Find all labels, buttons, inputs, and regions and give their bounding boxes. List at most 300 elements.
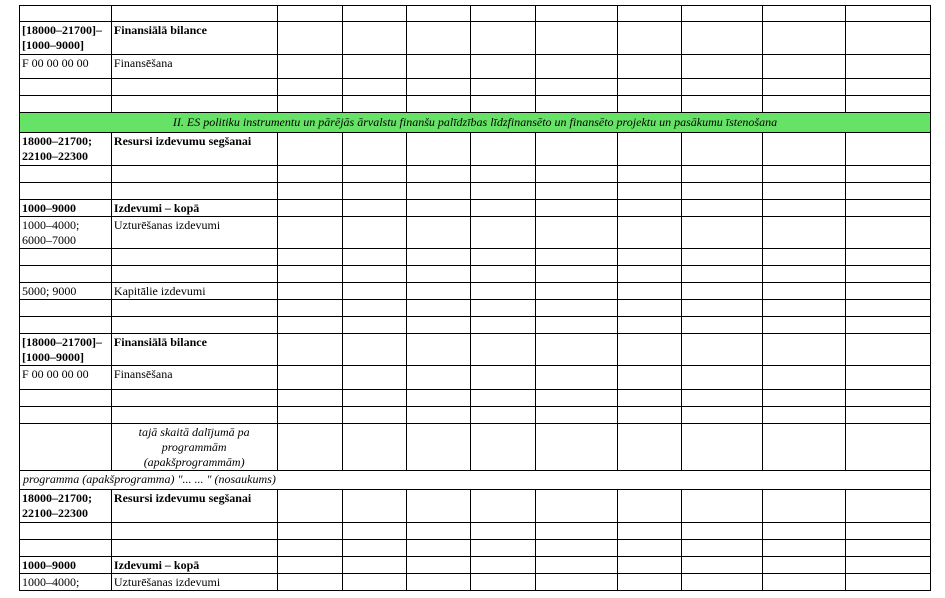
table-row (20, 300, 931, 317)
value-cell (618, 490, 681, 523)
value-cell (846, 407, 931, 424)
code-cell (20, 407, 112, 424)
value-cell (618, 183, 681, 200)
value-cell (618, 574, 681, 591)
value-cell (471, 523, 535, 540)
value-cell (471, 200, 535, 217)
value-cell (618, 523, 681, 540)
value-cell (846, 133, 931, 166)
value-cell (535, 79, 618, 96)
name-cell (111, 183, 277, 200)
value-cell (846, 183, 931, 200)
code-cell (20, 249, 112, 266)
value-cell (846, 6, 931, 22)
program-note-row (20, 471, 931, 490)
value-cell (342, 22, 406, 55)
name-cell (111, 79, 277, 96)
value-cell (763, 283, 846, 300)
value-cell (535, 490, 618, 523)
value-cell (342, 407, 406, 424)
name-cell: tajā skaitā dalījumā pa programmām (apakšprogrammām) (111, 424, 277, 471)
value-cell (846, 300, 931, 317)
value-cell (471, 574, 535, 591)
value-cell (618, 557, 681, 574)
code-cell: 5000; 9000 (20, 283, 112, 300)
value-cell (681, 6, 763, 22)
name-cell (111, 317, 277, 334)
value-cell (407, 166, 471, 183)
value-cell (407, 217, 471, 249)
value-cell (763, 6, 846, 22)
value-cell (278, 217, 342, 249)
value-cell (278, 55, 342, 79)
value-cell (342, 300, 406, 317)
table-row (20, 96, 931, 113)
value-cell (471, 249, 535, 266)
value-cell (535, 133, 618, 166)
value-cell (681, 366, 763, 390)
value-cell (618, 334, 681, 366)
code-cell: 18000–21700; 22100–22300 (20, 133, 112, 166)
value-cell (618, 79, 681, 96)
code-cell (20, 6, 112, 22)
name-cell: Uzturēšanas izdevumi (111, 574, 277, 591)
value-cell (846, 390, 931, 407)
value-cell (342, 133, 406, 166)
name-cell: Kapitālie izdevumi (111, 283, 277, 300)
name-cell (111, 249, 277, 266)
value-cell (681, 407, 763, 424)
name-cell: Uzturēšanas izdevumi (111, 217, 277, 249)
value-cell (535, 334, 618, 366)
value-cell (681, 22, 763, 55)
table-row (20, 390, 931, 407)
code-cell (20, 96, 112, 113)
value-cell (342, 334, 406, 366)
value-cell (342, 249, 406, 266)
value-cell (278, 133, 342, 166)
name-cell (111, 6, 277, 22)
value-cell (535, 6, 618, 22)
value-cell (763, 217, 846, 249)
value-cell (278, 407, 342, 424)
value-cell (681, 334, 763, 366)
value-cell (763, 249, 846, 266)
code-cell: F 00 00 00 00 (20, 366, 112, 390)
value-cell (407, 390, 471, 407)
value-cell (342, 557, 406, 574)
value-cell (681, 133, 763, 166)
table-row (20, 490, 931, 523)
value-cell (846, 424, 931, 471)
value-cell (846, 557, 931, 574)
value-cell (407, 133, 471, 166)
value-cell (535, 574, 618, 591)
value-cell (471, 300, 535, 317)
value-cell (278, 283, 342, 300)
section-title: II. ES politiku instrumentu un pārējās ārvalstu finanšu palīdzības līdzfinansēto un finansēto projektu un pasākumu īstenošana (20, 113, 931, 133)
value-cell (763, 183, 846, 200)
value-cell (342, 366, 406, 390)
value-cell (471, 390, 535, 407)
program-note: programma (apakšprogramma) "... ... " (nosaukums) (20, 471, 931, 490)
code-cell: 1000–9000 (20, 557, 112, 574)
code-cell (20, 390, 112, 407)
code-cell: 1000–4000; 6000–7000 (20, 217, 112, 249)
value-cell (681, 200, 763, 217)
value-cell (471, 557, 535, 574)
value-cell (471, 96, 535, 113)
code-cell (20, 166, 112, 183)
value-cell (535, 183, 618, 200)
value-cell (278, 300, 342, 317)
value-cell (342, 166, 406, 183)
value-cell (342, 79, 406, 96)
value-cell (342, 523, 406, 540)
table-row (20, 283, 931, 300)
value-cell (681, 523, 763, 540)
budget-table (19, 5, 931, 591)
value-cell (846, 166, 931, 183)
name-cell (111, 390, 277, 407)
value-cell (471, 183, 535, 200)
value-cell (763, 390, 846, 407)
value-cell (535, 200, 618, 217)
value-cell (278, 540, 342, 557)
value-cell (618, 540, 681, 557)
value-cell (763, 96, 846, 113)
value-cell (342, 6, 406, 22)
value-cell (471, 22, 535, 55)
table-row (20, 540, 931, 557)
value-cell (535, 407, 618, 424)
value-cell (846, 55, 931, 79)
value-cell (407, 6, 471, 22)
value-cell (278, 166, 342, 183)
value-cell (471, 366, 535, 390)
value-cell (407, 96, 471, 113)
name-cell (111, 540, 277, 557)
value-cell (278, 200, 342, 217)
value-cell (618, 266, 681, 283)
code-cell (20, 266, 112, 283)
value-cell (681, 166, 763, 183)
value-cell (278, 424, 342, 471)
name-cell: Finansēšana (111, 55, 277, 79)
value-cell (407, 557, 471, 574)
value-cell (681, 217, 763, 249)
value-cell (618, 407, 681, 424)
value-cell (278, 523, 342, 540)
value-cell (846, 490, 931, 523)
value-cell (342, 183, 406, 200)
value-cell (535, 22, 618, 55)
value-cell (763, 574, 846, 591)
value-cell (535, 166, 618, 183)
value-cell (846, 96, 931, 113)
value-cell (471, 79, 535, 96)
code-cell (20, 540, 112, 557)
name-cell (111, 407, 277, 424)
value-cell (763, 317, 846, 334)
value-cell (618, 317, 681, 334)
value-cell (407, 183, 471, 200)
code-cell: 1000–9000 (20, 200, 112, 217)
value-cell (763, 266, 846, 283)
value-cell (342, 266, 406, 283)
value-cell (342, 390, 406, 407)
value-cell (471, 334, 535, 366)
value-cell (278, 22, 342, 55)
table-row (20, 557, 931, 574)
value-cell (407, 266, 471, 283)
value-cell (342, 55, 406, 79)
value-cell (535, 55, 618, 79)
value-cell (278, 317, 342, 334)
code-cell (20, 300, 112, 317)
value-cell (681, 300, 763, 317)
value-cell (407, 334, 471, 366)
table-row (20, 266, 931, 283)
value-cell (618, 390, 681, 407)
value-cell (618, 166, 681, 183)
value-cell (407, 540, 471, 557)
table-row (20, 366, 931, 390)
value-cell (471, 407, 535, 424)
value-cell (407, 22, 471, 55)
value-cell (681, 424, 763, 471)
value-cell (535, 366, 618, 390)
table-row (20, 249, 931, 266)
code-cell: F 00 00 00 00 (20, 55, 112, 79)
name-cell (111, 96, 277, 113)
table-row (20, 407, 931, 424)
value-cell (618, 249, 681, 266)
value-cell (278, 266, 342, 283)
value-cell (278, 557, 342, 574)
value-cell (846, 523, 931, 540)
value-cell (618, 217, 681, 249)
value-cell (681, 55, 763, 79)
table-row (20, 22, 931, 55)
code-cell (20, 424, 112, 471)
value-cell (763, 540, 846, 557)
value-cell (846, 22, 931, 55)
name-cell: Resursi izdevumu segšanai (111, 490, 277, 523)
value-cell (342, 283, 406, 300)
value-cell (342, 96, 406, 113)
value-cell (278, 249, 342, 266)
value-cell (342, 424, 406, 471)
value-cell (535, 283, 618, 300)
value-cell (681, 390, 763, 407)
value-cell (763, 424, 846, 471)
value-cell (407, 300, 471, 317)
value-cell (763, 557, 846, 574)
value-cell (618, 6, 681, 22)
value-cell (763, 490, 846, 523)
value-cell (407, 424, 471, 471)
value-cell (846, 334, 931, 366)
value-cell (407, 523, 471, 540)
value-cell (278, 334, 342, 366)
value-cell (471, 166, 535, 183)
value-cell (342, 574, 406, 591)
value-cell (278, 490, 342, 523)
value-cell (471, 540, 535, 557)
table-row (20, 317, 931, 334)
name-cell: Resursi izdevumu segšanai (111, 133, 277, 166)
value-cell (763, 166, 846, 183)
value-cell (618, 300, 681, 317)
table-row (20, 6, 931, 22)
value-cell (846, 574, 931, 591)
value-cell (471, 133, 535, 166)
value-cell (535, 523, 618, 540)
value-cell (618, 55, 681, 79)
value-cell (618, 200, 681, 217)
value-cell (407, 200, 471, 217)
value-cell (535, 300, 618, 317)
value-cell (846, 200, 931, 217)
table-row (20, 166, 931, 183)
code-cell: 1000–4000; (20, 574, 112, 591)
value-cell (681, 490, 763, 523)
value-cell (681, 96, 763, 113)
value-cell (471, 283, 535, 300)
value-cell (471, 266, 535, 283)
value-cell (681, 79, 763, 96)
value-cell (407, 317, 471, 334)
table-row (20, 523, 931, 540)
value-cell (618, 133, 681, 166)
name-cell: Izdevumi – kopā (111, 557, 277, 574)
value-cell (681, 557, 763, 574)
table-row (20, 79, 931, 96)
value-cell (278, 6, 342, 22)
value-cell (763, 55, 846, 79)
code-cell (20, 183, 112, 200)
value-cell (407, 79, 471, 96)
value-cell (471, 55, 535, 79)
value-cell (471, 6, 535, 22)
value-cell (846, 283, 931, 300)
value-cell (535, 96, 618, 113)
table-row (20, 217, 931, 249)
value-cell (535, 317, 618, 334)
code-cell: [18000–21700]–[1000–9000] (20, 22, 112, 55)
code-cell: [18000–21700]–[1000–9000] (20, 334, 112, 366)
code-cell (20, 317, 112, 334)
name-cell (111, 523, 277, 540)
value-cell (407, 490, 471, 523)
value-cell (535, 540, 618, 557)
value-cell (342, 540, 406, 557)
name-cell: Finansiālā bilance (111, 334, 277, 366)
name-cell: Izdevumi – kopā (111, 200, 277, 217)
section-header-row (20, 113, 931, 133)
value-cell (407, 366, 471, 390)
value-cell (618, 366, 681, 390)
value-cell (763, 79, 846, 96)
value-cell (278, 366, 342, 390)
value-cell (471, 424, 535, 471)
name-cell (111, 266, 277, 283)
name-cell (111, 166, 277, 183)
value-cell (407, 283, 471, 300)
value-cell (535, 390, 618, 407)
value-cell (618, 22, 681, 55)
value-cell (763, 22, 846, 55)
value-cell (681, 574, 763, 591)
value-cell (846, 249, 931, 266)
table-row (20, 183, 931, 200)
value-cell (681, 283, 763, 300)
table-row (20, 133, 931, 166)
value-cell (846, 79, 931, 96)
value-cell (846, 317, 931, 334)
value-cell (846, 540, 931, 557)
value-cell (407, 574, 471, 591)
name-cell: Finansēšana (111, 366, 277, 390)
value-cell (471, 317, 535, 334)
value-cell (535, 424, 618, 471)
value-cell (278, 96, 342, 113)
code-cell (20, 523, 112, 540)
value-cell (681, 540, 763, 557)
value-cell (681, 317, 763, 334)
value-cell (471, 217, 535, 249)
table-row (20, 424, 931, 471)
value-cell (618, 283, 681, 300)
value-cell (763, 133, 846, 166)
value-cell (278, 183, 342, 200)
table-row (20, 574, 931, 591)
value-cell (763, 366, 846, 390)
name-cell (111, 300, 277, 317)
value-cell (763, 407, 846, 424)
value-cell (535, 557, 618, 574)
value-cell (342, 490, 406, 523)
name-cell: Finansiālā bilance (111, 22, 277, 55)
value-cell (407, 249, 471, 266)
table-row (20, 55, 931, 79)
table-row (20, 200, 931, 217)
value-cell (763, 334, 846, 366)
value-cell (846, 366, 931, 390)
value-cell (407, 407, 471, 424)
code-cell (20, 79, 112, 96)
value-cell (763, 300, 846, 317)
value-cell (535, 217, 618, 249)
value-cell (846, 266, 931, 283)
value-cell (342, 200, 406, 217)
value-cell (471, 490, 535, 523)
value-cell (342, 317, 406, 334)
value-cell (535, 266, 618, 283)
value-cell (535, 249, 618, 266)
value-cell (342, 217, 406, 249)
code-cell: 18000–21700; 22100–22300 (20, 490, 112, 523)
value-cell (763, 523, 846, 540)
value-cell (278, 79, 342, 96)
value-cell (618, 424, 681, 471)
value-cell (278, 390, 342, 407)
value-cell (407, 55, 471, 79)
table-row (20, 334, 931, 366)
value-cell (846, 217, 931, 249)
value-cell (681, 183, 763, 200)
